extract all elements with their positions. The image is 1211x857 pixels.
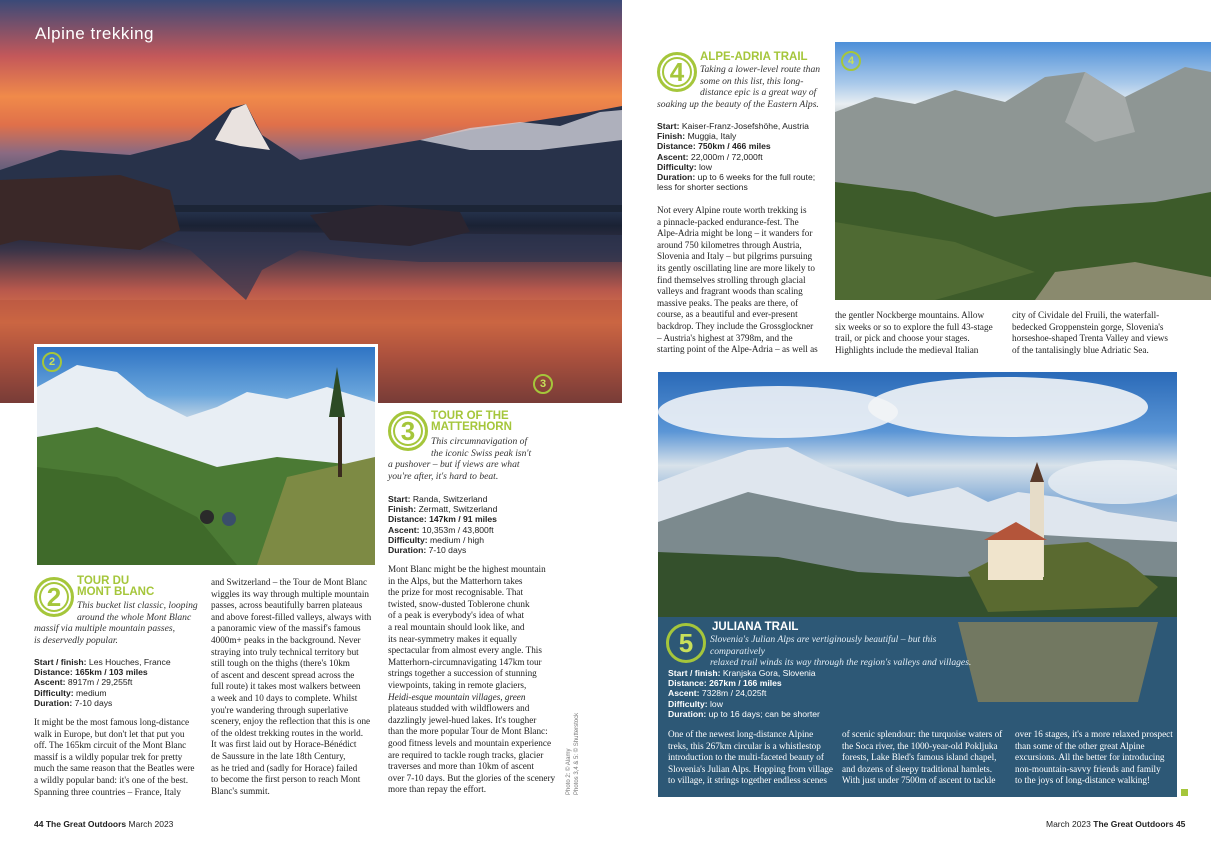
photo-number-4-badge [841,51,861,71]
footer-right [1046,819,1185,829]
alpe-adria-facts [657,121,833,192]
fact-ascent: Ascent: 8917m / 29,255ft [34,677,133,688]
magazine-name-right: The Great Outdoors [1093,819,1174,829]
route-number-2: 2 [46,581,62,612]
fact-duration: Duration: 7-10 days [388,545,467,556]
fact-difficulty: Difficulty: low [668,698,723,709]
fact-difficulty: Difficulty: medium [34,687,107,698]
issue-date-right: March 2023 [1046,819,1091,829]
footer-left [34,819,173,829]
issue-date-left: March 2023 [128,819,174,829]
fact-duration-extra: less for shorter sections [657,182,748,193]
fact-duration: Duration: up to 16 days; can be shorter [668,708,820,719]
mont-blanc-standfirst: This bucket list classic, looping around the whole Mont Blanc massif via multiple mountain passes, is deservedly popular. [34,600,198,646]
fact-start: Start: Randa, Switzerland [388,494,488,504]
fact-ascent: Ascent: 10,353m / 43,800ft [388,524,494,535]
photo-number-2: 2 [48,356,56,368]
fact-start-finish: Start / finish: Kranjska Gora, Slovenia [668,668,816,678]
end-mark [1181,789,1188,796]
matterhorn-standfirst: This circumnavigation of the iconic Swiss peak isn't a pushover – but if views are what you're after, it's hard to beat. [388,436,532,482]
mont-blanc-title: TOUR DU MONT BLANC [77,575,155,598]
juliana-body-column-1: One of the newest long-distance Alpine treks, this 267km circular is a whistlestop introduction to the multi-faceted beauty of Slovenia's Julian Alps. Hopping from village to village, it strings together endless scenes [668,729,833,786]
mont-blanc-illustration [37,347,375,565]
fact-distance: Distance: 750km / 466 miles [657,141,771,152]
magazine-name-left: The Great Outdoors [45,819,127,829]
juliana-title: JULIANA TRAIL [712,621,799,633]
matterhorn-facts [388,494,497,555]
photo-number-3: 3 [539,378,547,390]
photo-credits: Photo 2: © Alamy Photos 3,4 & 5: © Shutterstock [566,712,580,795]
juliana-facts [668,668,820,719]
route-number-4: 4 [669,56,685,87]
fact-distance: Distance: 165km / 103 miles [34,667,148,678]
juliana-body-column-3: over 16 stages, it's a more relaxed prospect than some of the other great Alpine excursions. All the better for introducing non-mountain-savvy friends and family to the joys of long-distance walking! [1015,729,1173,786]
matterhorn-photo [0,0,622,403]
alpe-adria-title: ALPE-ADRIA TRAIL [700,51,808,63]
alpe-adria-standfirst: Taking a lower-level route than some on this list, this long- distance epic is a great way of soaking up the beauty of the Eastern Alps. [657,64,821,110]
fact-distance: Distance: 267km / 166 miles [668,678,782,689]
photo-number-3-badge [533,374,553,394]
fact-finish: Finish: Zermatt, Switzerland [388,504,498,515]
alpe-adria-photo [835,42,1211,300]
alpe-adria-illustration [835,42,1211,300]
fact-duration: Duration: up to 6 weeks for the full route; [657,172,816,183]
fact-duration: Duration: 7-10 days [34,697,113,708]
photo-number-4: 4 [847,55,855,67]
fact-finish: Finish: Muggia, Italy [657,131,737,142]
route-number-5: 5 [678,627,694,658]
standfirst-line: relaxed trail winds its way through the region's valleys and villages. [710,657,972,669]
mont-blanc-facts [34,657,171,708]
matterhorn-title: TOUR OF THE MATTERHORN [431,410,512,433]
fact-start: Start: Kaiser-Franz-Josefshöhe, Austria [657,121,809,131]
mont-blanc-body-column-2: and Switzerland – the Tour de Mont Blanc wiggles its way through multiple mountain passes, across beautifully barren plateaus and above forest-filled valleys, always with a panoramic view of the massif's famous 4000m+ peaks in the background. Never straying into truly technical territory but still tough on the thighs (there's 10km of ascent and descent spread across the full route) it takes most walkers between a week and 10 days to complete. Whilst you're wandering through superlative scenery, enjoy the reflection that this is one of the oldest trekking routes in the world. It was first laid out by Horace-Bénédict de Saussure in the late 18th Century, as he tried and (sadly for Horace) failed to become the first person to reach Mont Blanc's summit. [211,577,372,796]
matterhorn-illustration [0,0,622,403]
fact-start-finish: Start / finish: Les Houches, France [34,657,171,667]
route-number-5-badge [666,623,706,663]
fact-ascent: Ascent: 22,000m / 72,000ft [657,151,763,162]
fact-ascent: Ascent: 7328m / 24,025ft [668,688,767,699]
page-number-right: 45 [1175,819,1186,829]
mont-blanc-photo [34,344,378,568]
alpe-adria-body-column-3: city of Cividale del Fruili, the waterfall- bedecked Groppenstein gorge, Slovenia's horseshoe-shaped Trenta Valley and views of the tantalisingly blue Adriatic Sea. [1012,310,1168,355]
mont-blanc-body-column-1: It might be the most famous long-distance walk in Europe, but don't let that put you off. The 165km circuit of the Mont Blanc massif is a wildly popular trek for pretty much the same reason that the Beatles were a wildly popular band: it's one of the best. Spanning three countries – France, Italy [34,717,195,797]
page-number-left: 44 [34,819,44,829]
alpe-adria-body-column-2: the gentler Nockberge mountains. Allow six weeks or so to explore the full 43-stage trail, or pick and choose your stages. Highlights include the medieval Italian [835,310,993,355]
route-number-3: 3 [400,415,416,446]
fact-difficulty: Difficulty: low [657,161,712,172]
matterhorn-body: Mont Blanc might be the highest mountain in the Alps, but the Matterhorn takes the prize for most recognisable. That twisted, snow-dusted Toblerone chunk of a peak is everybody's idea of what a real mountain should look like, and its near-symmetry makes it equally spectacular from almost every angle. This Matterhorn-circumnavigating 147km tour strings together a succession of stunning viewpoints, taking in remote glaciers, Heidi-esque mountain villages, green plateaus studded with wildflowers and dazzlingly jewel-hued lakes. It's tougher than the more popular Tour de Mont Blanc: good fitness levels and mountain experience are required to tackle rough tracks, glacier traverses and more than 10km of ascent over 7-10 days. But the glories of the scenery more than repay the effort. [388,564,556,795]
section-title: Alpine trekking [35,24,155,43]
juliana-body-column-2: of scenic splendour: the turquoise waters of the Soca river, the 1000-year-old Pokljuka forests, Lake Bled's famous island chapel, and dozens of sleepy traditional hamlets. With just under 7500m of ascent to tackle [842,729,1003,786]
alpe-adria-body-column-1: Not every Alpine route worth trekking is a pinnacle-packed endurance-fest. The Alpe-Adria might be long – it wanders for around 750 kilometres through Austria, Slovenia and Italy – but pilgrims pursuing its gently oscillating line are more likely to find themselves strolling through glacial valleys and fragrant woods than scaling massive peaks. The peaks are there, of course, as a beautiful and ever-present backdrop. They include the Grossglockner – Austria's highest at 3798m, and the starting point of the Alpe-Adria – as well as [657,205,818,355]
fact-distance: Distance: 147km / 91 miles [388,514,497,525]
juliana-standfirst [710,634,990,669]
photo-number-2-badge [42,352,62,372]
fact-difficulty: Difficulty: medium / high [388,534,484,545]
standfirst-line: Slovenia's Julian Alps are vertiginously beautiful – but this comparatively [710,634,937,657]
